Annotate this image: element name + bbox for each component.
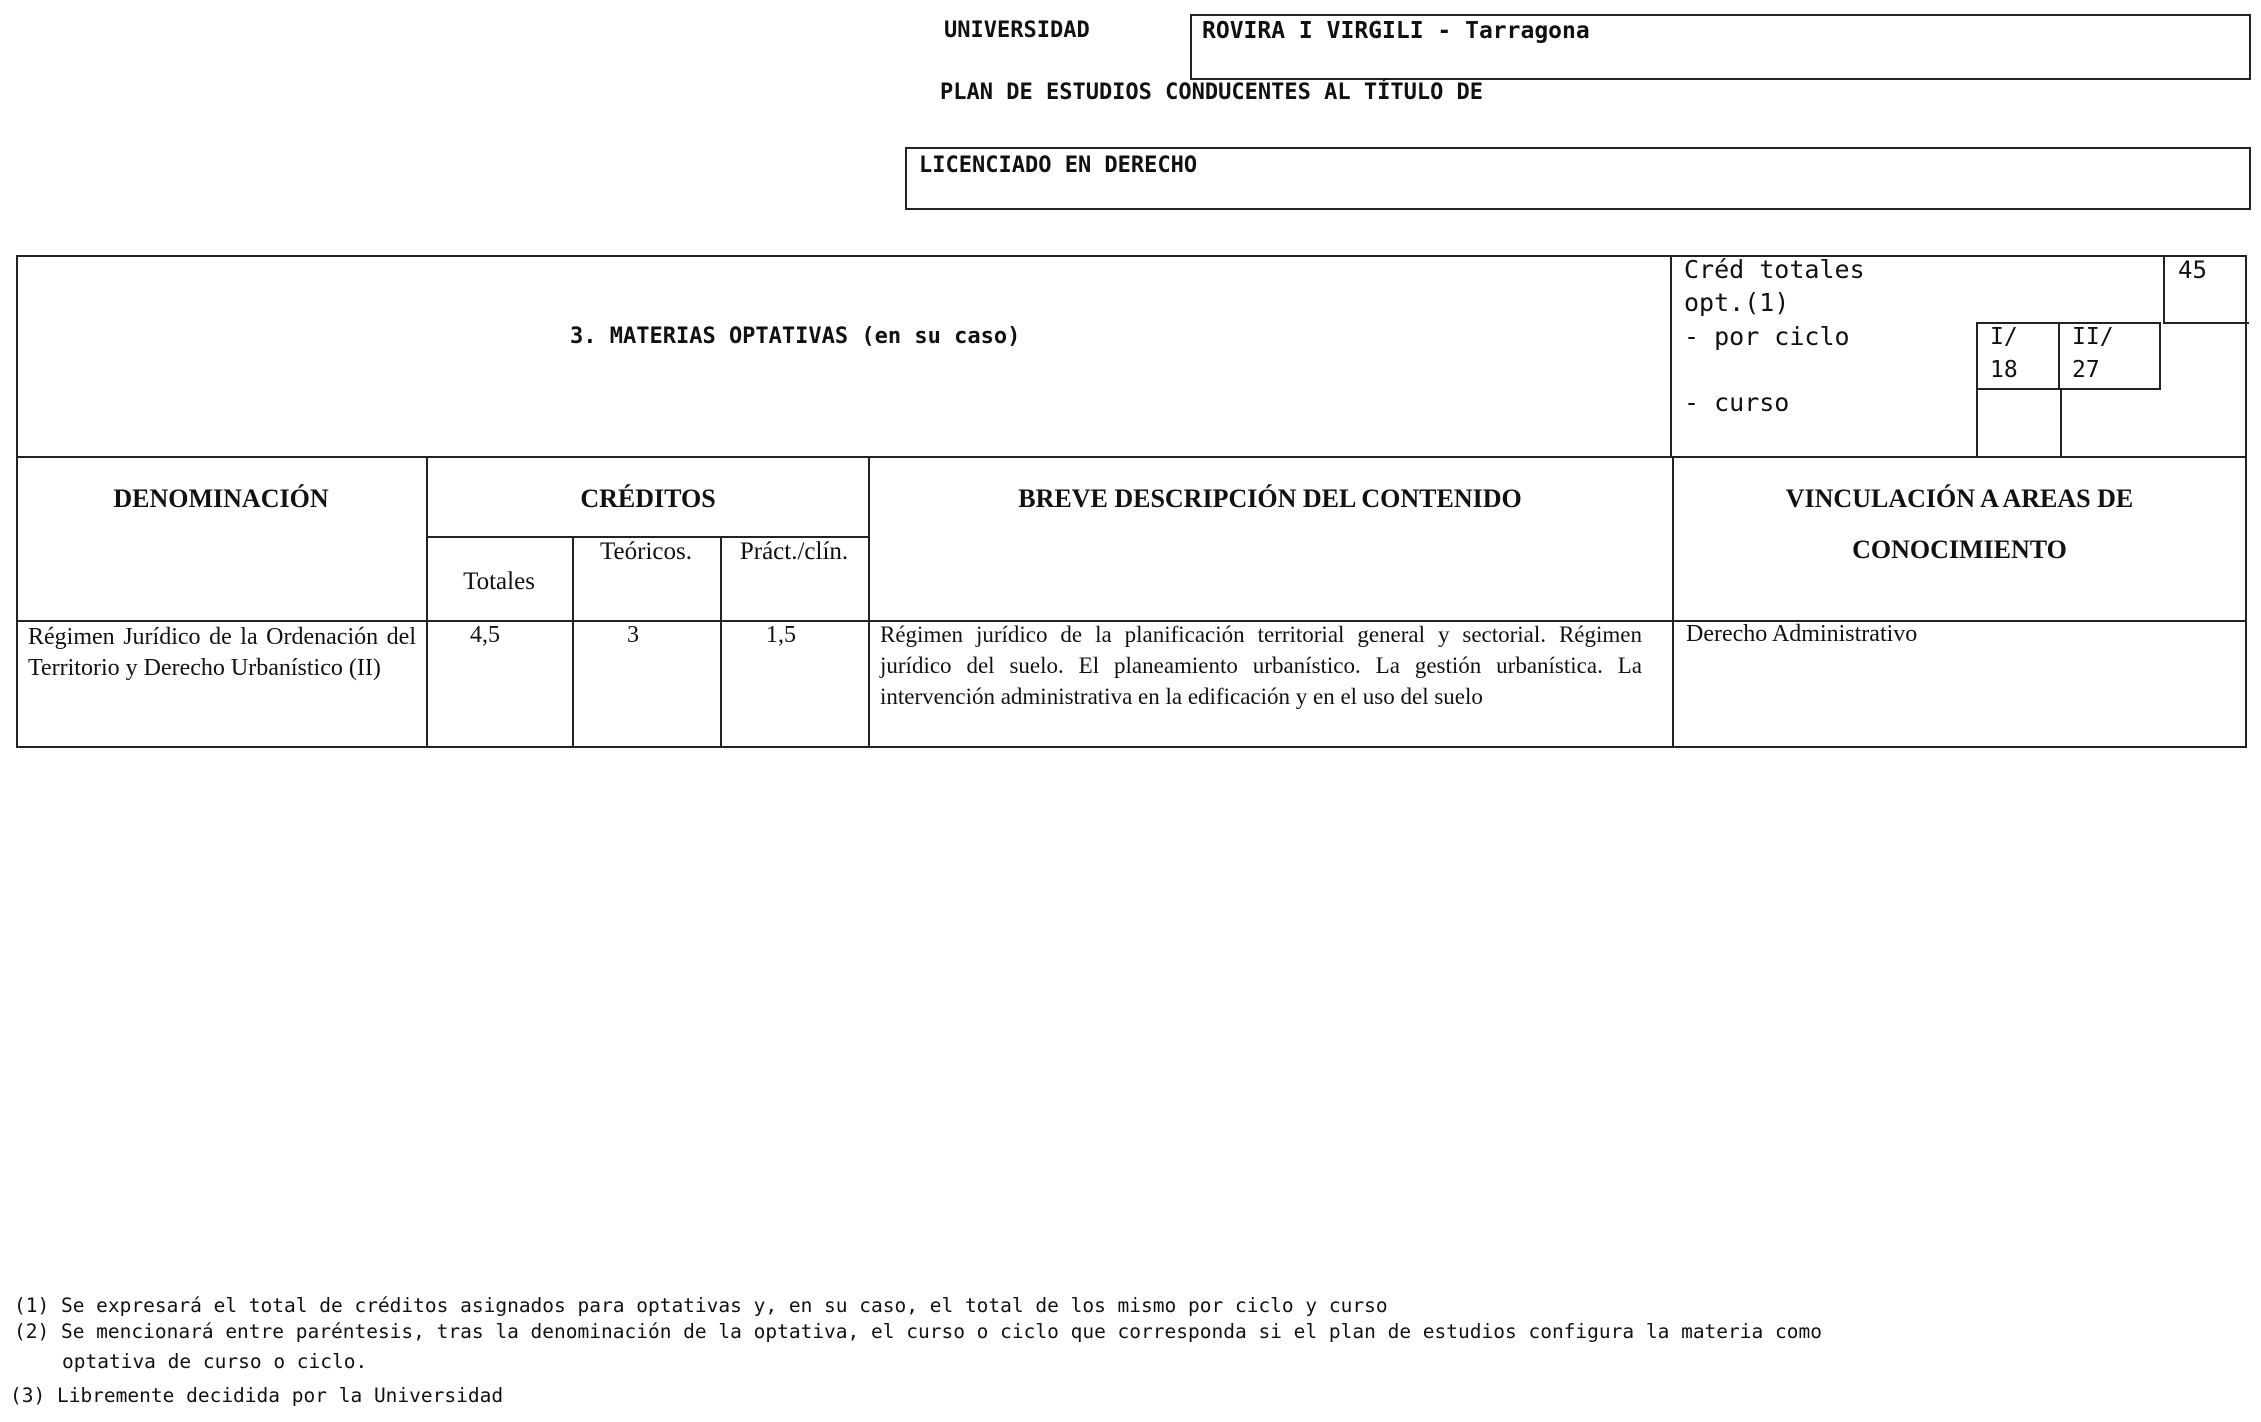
section-divider: [1670, 255, 1672, 458]
header-descripcion: BREVE DESCRIPCIÓN DEL CONTENIDO: [1018, 484, 1522, 513]
header-vinculacion-2: CONOCIMIENTO: [1852, 535, 2067, 564]
footnote-2b: optativa de curso o ciclo.: [62, 1350, 368, 1373]
row-practicos: 1,5: [766, 622, 796, 648]
ciclo-1-a: I/: [1990, 324, 2018, 350]
cred-label-2: opt.(1): [1684, 288, 1790, 317]
section-title: 3. MATERIAS OPTATIVAS (en su caso): [570, 324, 1021, 349]
header-vinculacion-1: VINCULACIÓN A AREAS DE: [1785, 484, 2134, 513]
row-vinculacion: Derecho Administrativo: [1686, 621, 1918, 647]
row-descripcion: Régimen jurídico de la planificación territorial general y sectorial. Régimen jurídico del suelo. El planeamiento urbanístico. La gestión urbanística. La intervención administrativa en la edificación y en el uso del suelo: [880, 622, 1642, 709]
ciclo-1-b: 18: [1990, 357, 2018, 383]
ciclo-cell-1: [1976, 322, 2060, 390]
footnote-1: (1) Se expresará el total de créditos asignados para optativas y, en su caso, el total de los mismo por ciclo y curso: [14, 1294, 1388, 1317]
curso-label: - curso: [1684, 388, 1790, 417]
ciclo-2-a: II/: [2072, 324, 2114, 350]
titulo-value: LICENCIADO EN DERECHO: [919, 153, 1198, 178]
row-teoricos: 3: [627, 622, 639, 648]
cred-total-value: 45: [2178, 256, 2207, 284]
footnote-2a: (2) Se mencionará entre paréntesis, tras la denominación de la optativa, el curso o ciclo que corresponda si el plan de estudios configura la materia como: [14, 1320, 1822, 1343]
universidad-box: [1190, 14, 2251, 80]
curso-cell-left: [1976, 388, 1978, 458]
header-denominacion: DENOMINACIÓN: [113, 484, 329, 513]
row-totales: 4,5: [470, 622, 500, 648]
titulo-box: [905, 147, 2251, 210]
header-creditos: CRÉDITOS: [580, 484, 716, 513]
section-header-box: [16, 255, 2247, 458]
header-totales: Totales: [463, 568, 535, 595]
por-ciclo-label: - por ciclo: [1684, 322, 1850, 351]
header-practicos: Práct./clín.: [739, 538, 849, 565]
universidad-value: ROVIRA I VIRGILI - Tarragona: [1202, 18, 1590, 44]
curso-cell-mid: [2060, 388, 2062, 458]
footnote-3: (3) Libremente decidida por la Universidad: [10, 1384, 504, 1407]
ciclo-cell-2: [2058, 322, 2161, 390]
universidad-label: UNIVERSIDAD: [944, 18, 1090, 43]
header-teoricos: Teóricos.: [600, 538, 692, 565]
cred-label-1: Créd totales: [1684, 255, 1865, 284]
row-denominacion: Régimen Jurídico de la Ordenación del Territorio y Derecho Urbanístico (II): [28, 624, 416, 681]
plan-label: PLAN DE ESTUDIOS CONDUCENTES AL TÍTULO DE: [940, 80, 1484, 105]
ciclo-2-b: 27: [2072, 357, 2100, 383]
cred-total-bottom-line: [2163, 322, 2249, 324]
cred-total-left-line: [2163, 255, 2165, 322]
